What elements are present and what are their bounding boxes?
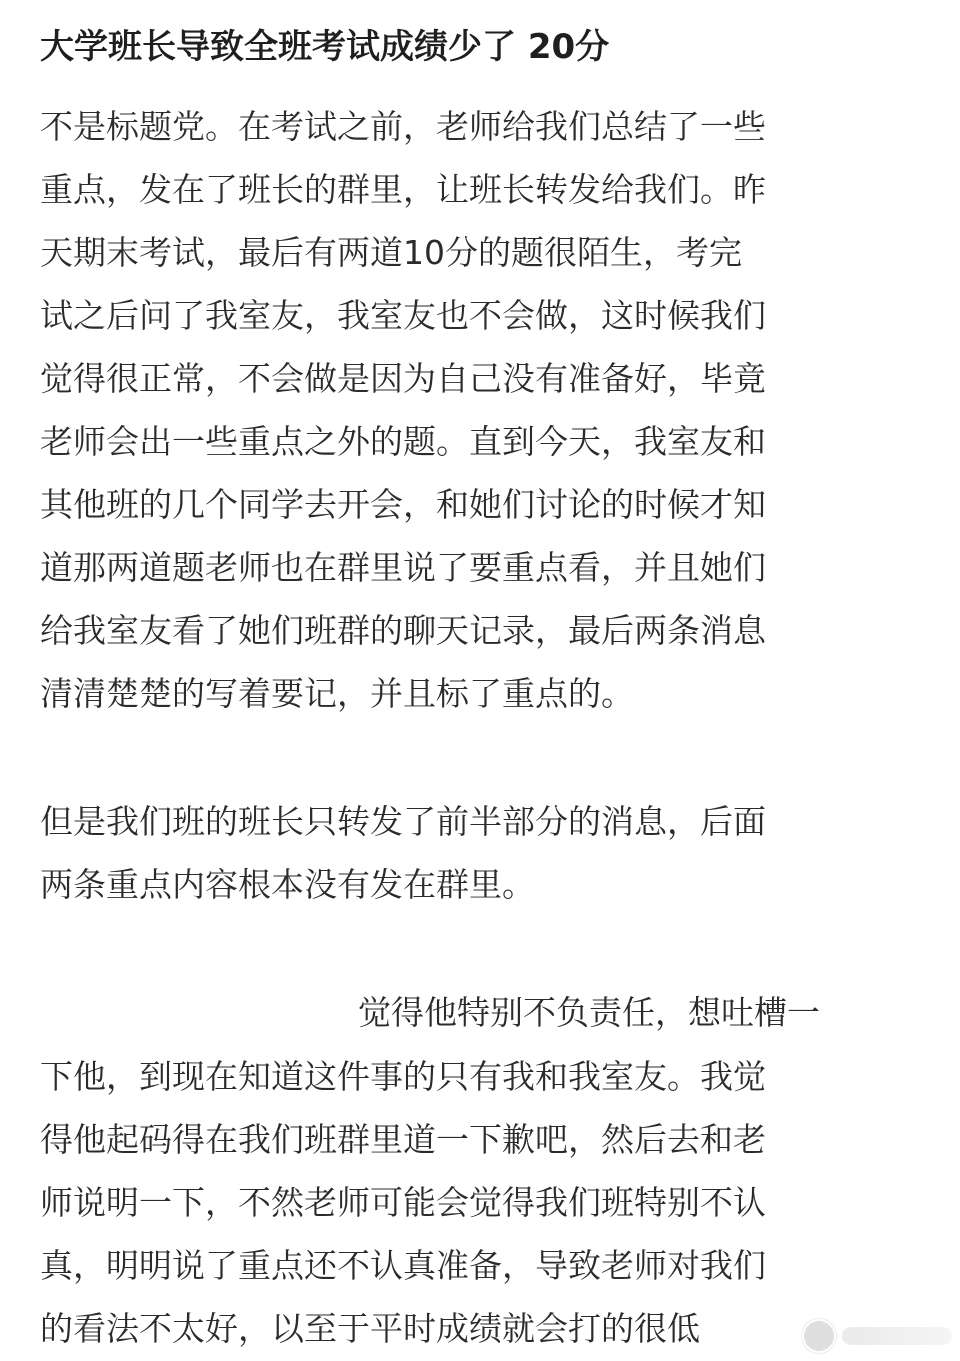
body-line-15: 得他起码得在我们班群里道一下歉吧，然后去和老 [40, 1120, 766, 1159]
body-line-17: 真，明明说了重点还不认真准备，导致老师对我们 [40, 1246, 766, 1285]
body-line-12: 两条重点内容根本没有发在群里。 [40, 865, 535, 904]
body-line-9: 给我室友看了她们班群的聊天记录，最后两条消息 [40, 611, 766, 650]
watermark [802, 1319, 952, 1353]
body-line-16: 师说明一下，不然老师可能会觉得我们班特别不认 [40, 1183, 766, 1222]
body-line-11: 但是我们班的班长只转发了前半部分的消息，后面 [40, 802, 766, 841]
body-line-18: 的看法不太好，以至于平时成绩就会打的很低 [40, 1309, 700, 1348]
body-line-10: 清清楚楚的写着要记，并且标了重点的。 [40, 674, 634, 713]
body-line-8: 道那两道题老师也在群里说了要重点看，并且她们 [40, 548, 766, 587]
watermark-bar [842, 1327, 952, 1345]
post-title: 大学班长导致全班考试成绩少了 20分 [40, 27, 610, 67]
body-line-5: 觉得很正常，不会做是因为自己没有准备好，毕竟 [40, 359, 766, 398]
body-line-3: 天期末考试，最后有两道10分的题很陌生，考完 [40, 233, 742, 272]
body-line-1: 不是标题党。在考试之前，老师给我们总结了一些 [40, 107, 766, 146]
body-line-2: 重点，发在了班长的群里，让班长转发给我们。昨 [40, 170, 766, 209]
body-line-14: 下他，到现在知道这件事的只有我和我室友。我觉 [40, 1057, 766, 1096]
body-line-4: 试之后问了我室友，我室友也不会做，这时候我们 [40, 296, 766, 335]
body-line-6: 老师会出一些重点之外的题。直到今天，我室友和 [40, 422, 766, 461]
body-line-7: 其他班的几个同学去开会，和她们讨论的时候才知 [40, 485, 766, 524]
watermark-logo-icon [802, 1319, 836, 1353]
body-line-13: 觉得他特别不负责任，想吐槽一 [358, 993, 820, 1032]
